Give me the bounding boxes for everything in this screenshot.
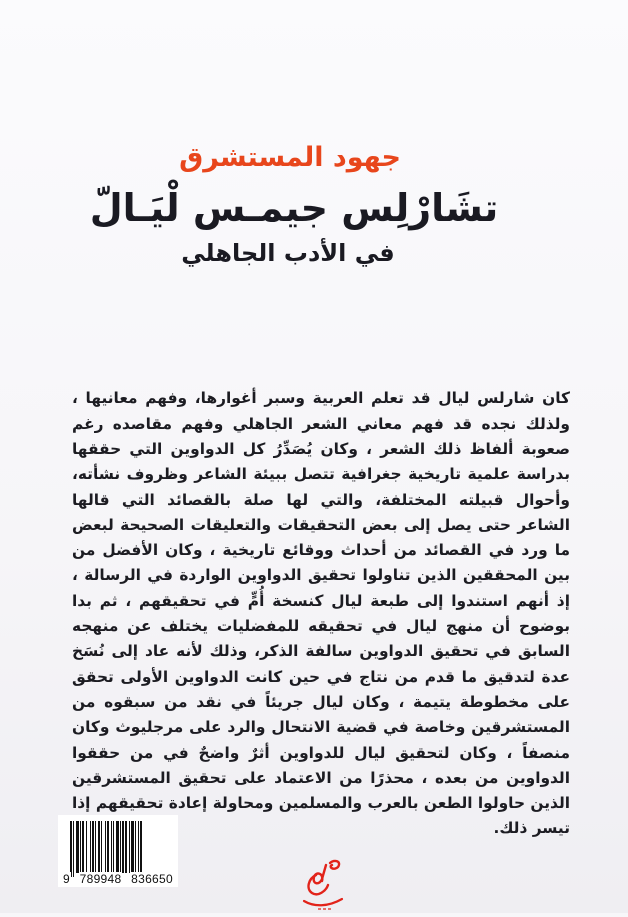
barcode-bar: [95, 821, 96, 873]
barcode-bar: [129, 821, 130, 873]
synopsis-paragraph: كان شارلس ليال قد تعلم العربية وسبر أغوارها، وفهم معانيها ، ولذلك نجده قد فهم معاني الشعر الجاهلي وفهم مقاصده رغم صعوبة ألفاظ ذلك الشعر ، وكان يُصَدِّرُ كل الدواوين التي حققها بدراسة علمية تاريخية جغرافية تتصل ببيئة الشاعر وظروف نشأته، وأحوال قبيلته المختلفة، والتي لها صلة بالقصائد التي قالها الشاعر حتى يصل إلى بعض التحقيقات والتعليقات الصحيحة لبعض ما ورد في القصائد من أحداث ووقائع تاريخية ، وكان الأفضل من بين المحققين الذين تناولوا تحقيق الدواوين الواردة في الرسالة ، إذ أنهم استندوا إلى طبعة ليال كنسخة أُمٍّ في تحقيقهم ، ثم بدا بوضوح أن منهج ليال في تحقيقه للمفضليات يختلف عن منهجه السابق في تحقيق الدواوين سالفة الذكر، وذلك لأنه عاد إلى نُسَخ عدة لتدقيق ما قدم من نتاج في حين كانت الدواوين الأولى تحقق على مخطوطة يتيمة ، وكان ليال جريئاً في نقد من سبقوه من المستشرقين وخاصة في قضية الانتحال والرد على مرجليوث وكان منصفاً ، وكان لتحقيق ليال للدواوين أثرٌ واضحٌ في من حققوا الدواوين من بعده ، محذرًا من الاعتماد على تحقيق المستشرقين الذين حاولوا الطعن بالعرب والمسلمين ومحاولة إعادة تحقيقهم إذا تيسر ذلك.: [72, 389, 570, 838]
barcode-bar: [140, 821, 142, 877]
barcode-bar: [92, 821, 94, 873]
barcode-digit-group: 789948: [79, 872, 122, 886]
barcode-bar: [122, 821, 124, 873]
barcode-bars-icon: [58, 815, 178, 877]
barcode-bar: [86, 821, 87, 873]
barcode-bar: [138, 821, 139, 877]
barcode-bar: [131, 821, 134, 873]
isbn-barcode: [58, 815, 178, 887]
barcode-bar: [105, 821, 106, 873]
barcode-digits: [62, 872, 174, 886]
main-title: تشَارْلِس جيمـس لْيَـالّ: [89, 186, 499, 230]
barcode-bar: [101, 821, 102, 873]
barcode-bar: [111, 821, 112, 873]
barcode-bar: [76, 821, 79, 873]
series-title: جهود المستشرق: [179, 142, 401, 173]
publisher-logo-icon: [298, 855, 348, 913]
barcode-digit-group: 836650: [131, 872, 173, 886]
barcode-bar: [73, 821, 74, 877]
barcode-bar: [135, 821, 136, 873]
barcode-bar: [125, 821, 127, 873]
barcode-digit-group: 9: [63, 872, 70, 886]
barcode-bar: [82, 821, 84, 873]
barcode-bar: [116, 821, 119, 873]
title-block: [0, 140, 628, 270]
barcode-bar: [70, 821, 72, 877]
subtitle: في الأدب الجاهلي: [181, 239, 395, 267]
barcode-bar: [80, 821, 81, 873]
barcode-bar: [90, 821, 91, 873]
barcode-bar: [98, 821, 100, 873]
barcode-bar: [113, 821, 114, 873]
barcode-bar: [107, 821, 109, 877]
barcode-bar: [120, 821, 121, 873]
